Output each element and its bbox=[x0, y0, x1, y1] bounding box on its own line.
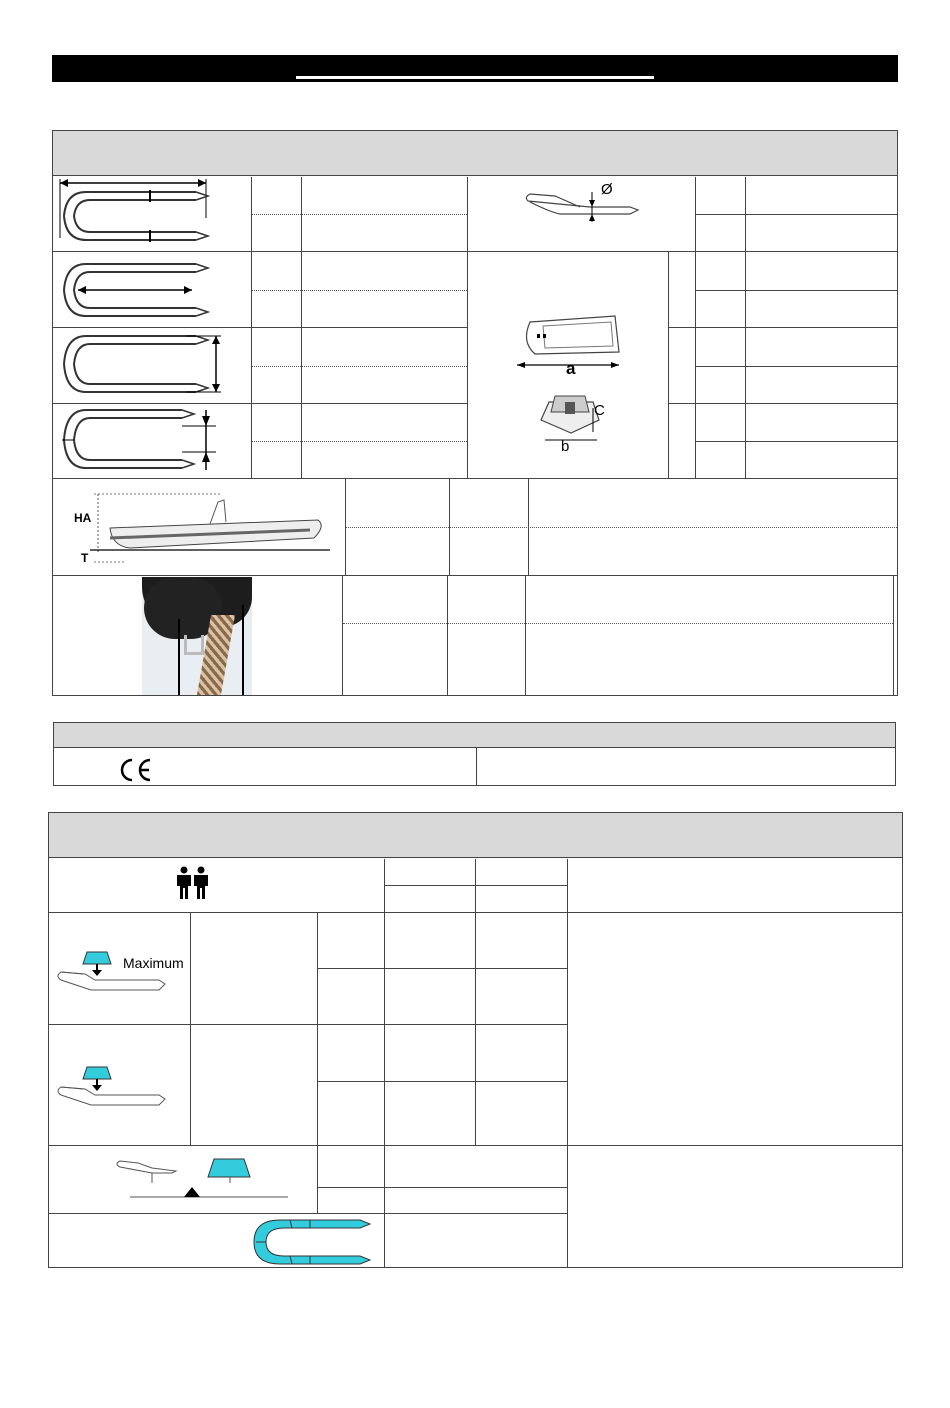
certification-header bbox=[54, 723, 895, 748]
label-b: b bbox=[561, 438, 570, 455]
label-ha: HA bbox=[74, 511, 92, 525]
label-t: T bbox=[81, 551, 89, 565]
label-a: a bbox=[566, 359, 576, 378]
load-balance-icon bbox=[112, 1155, 308, 1207]
boat-length-overall-icon bbox=[56, 178, 248, 250]
capacity-table-header bbox=[49, 813, 902, 858]
header-underline bbox=[296, 76, 654, 79]
boat-transom-icon bbox=[535, 388, 610, 450]
boat-inner-beam-icon bbox=[56, 406, 248, 478]
tube-diameter-icon bbox=[520, 182, 645, 222]
tube-compartments-icon bbox=[250, 1218, 374, 1266]
transom-height-photo bbox=[142, 577, 252, 695]
boat-profile-height-draft-icon bbox=[90, 490, 342, 566]
boat-inner-length-icon bbox=[56, 254, 248, 326]
engine-weight-max-label: Maximum bbox=[123, 955, 184, 971]
boat-beam-icon bbox=[56, 330, 248, 402]
label-c: C bbox=[594, 402, 605, 419]
diameter-symbol: Ø bbox=[601, 181, 613, 198]
engine-weight-icon bbox=[55, 1065, 167, 1107]
dimensions-table-header bbox=[53, 131, 897, 176]
ce-mark-icon bbox=[116, 757, 154, 783]
persons-icon bbox=[175, 866, 211, 900]
